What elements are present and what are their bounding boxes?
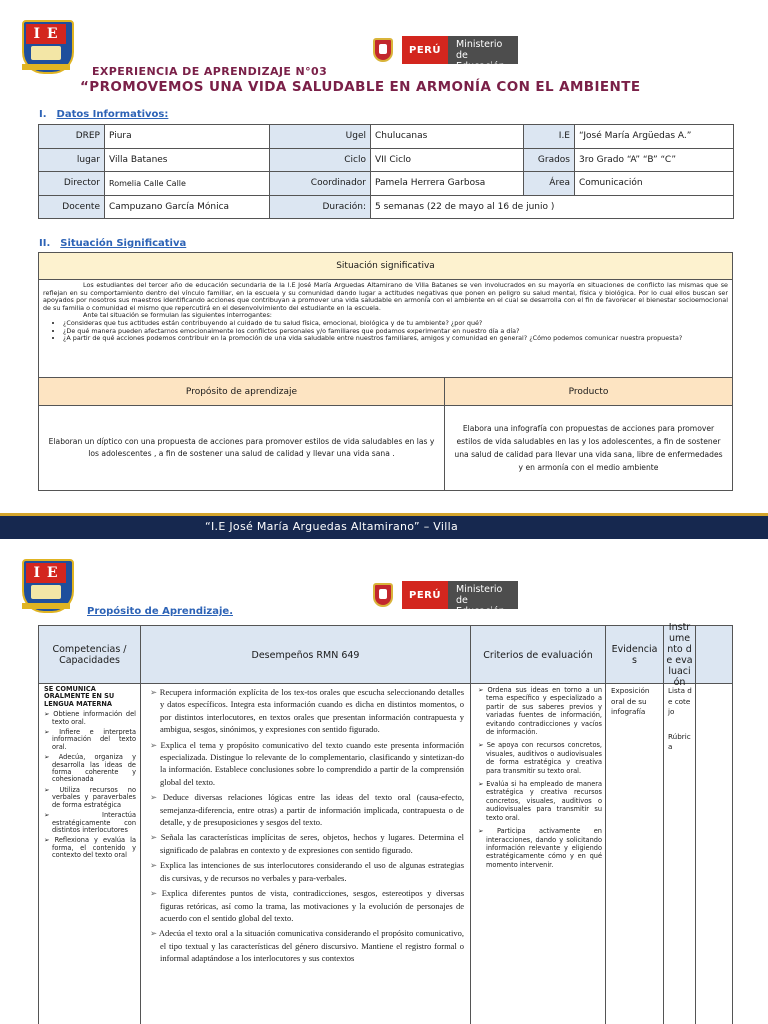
- coordinador-label: Coordinador: [270, 172, 371, 196]
- lugar-label: lugar: [39, 148, 105, 172]
- ministry-country: PERÚ: [402, 581, 448, 609]
- grados-label: Grados: [524, 148, 575, 172]
- proposito-aprendizaje-heading: Propósito de Aprendizaje.: [87, 606, 233, 617]
- datos-informativos-table: [38, 124, 734, 219]
- school-logo-letters: I E: [33, 26, 59, 42]
- situacion-header: Situación significativa: [39, 253, 732, 280]
- school-logo-letters: I E: [33, 565, 59, 581]
- lugar-value: Villa Batanes: [105, 148, 270, 172]
- footer-text: “I.E José María Arguedas Altamirano” – Villa: [205, 520, 458, 533]
- header-instrumento: Instrumento de evaluación: [664, 626, 696, 684]
- section-datos-heading: I. Datos Informativos:: [39, 109, 169, 120]
- ministry-name: Ministerio de Educación: [448, 581, 518, 609]
- document-page-1: [0, 0, 768, 506]
- proposito-producto-grid: [39, 377, 732, 490]
- school-logo: [22, 20, 74, 74]
- list-item: ➢ Evalúa si ha empleado de manera estratégica y creativa recursos concretos, visuales, auditivos o audiovisuales para transmitir su texto oral.: [478, 780, 602, 822]
- docente-value: Campuzano García Mónica: [105, 195, 270, 219]
- list-item: ➢ Señala las características implícitas de seres, objetos, hechos y lugares. Determina el significado de palabras en contexto y de expresiones con sentido figurado.: [150, 832, 464, 855]
- instrumento-lista: Lista de cotejo: [668, 686, 692, 717]
- situacion-body: [39, 280, 732, 377]
- competencias-cell: [41, 686, 139, 860]
- instrumento-cell: [665, 686, 695, 753]
- list-item: ➢ Utiliza recursos no verbales y paraverbales de forma estratégica: [44, 785, 137, 809]
- list-item: ➢ Recupera información explícita de los tex-tos orales que escucha seleccionando detalles y datos específicos. Integra esta información cuando es dicha en distintos momentos, o por distintos interlocutores, en textos orales que presentan información contrapuesta y ambigua, sesgos, sinónimos, y expresiones con sentido figurado.: [150, 687, 465, 735]
- list-item: ➢ Explica las intenciones de sus interlocutores considerando el uso de algunas estrategias dis cursivas, y de recursos no verbales y para-verbales.: [150, 860, 465, 883]
- director-label: Director: [39, 172, 105, 196]
- area-label: Área: [524, 172, 575, 196]
- list-item: ➢ Participa activamente en interacciones, dando y solicitando información relevante y eligiendo estratégicamente cómo y en qué momento intervenir.: [478, 827, 602, 869]
- school-logo: [22, 559, 74, 613]
- area-value: Comunicación: [575, 172, 734, 196]
- ministry-name: Ministerio de Educación: [448, 36, 518, 64]
- questions-list: [63, 320, 728, 343]
- ministry-logo: [370, 36, 518, 72]
- competencias-table: [38, 622, 733, 1024]
- list-item: ➢ Deduce diversas relaciones lógicas entre las ideas del texto oral (causa-efecto, semejanza-diferencia, entre otras) a partir de información implicada, contrapuesta o de detalle, y de presuposiciones y sesgos del texto.: [150, 792, 464, 828]
- situacion-paragraph: Los estudiantes del tercer año de educación secundaria de la I.E José María Arguedas Altamirano de Villa Batanes se ven involucrados en su mayoría en situaciones de conflicto las mismas que se reflejan en su comportamiento dentro del vínculo familiar, en la escuela y su comunidad dando lugar a actitudes negativas que ponen en peligro su salud mental, física y biológica. Por lo cual ellos buscan ser apoyados por nosotros sus maestros identificando acciones que contribuyan a promover una vida saludable en armonía con el ambiente en el cual se desarrolla con el fin de favorecer el bienestar socioemocional de su familia o comunidad el mismo que repercutirá en el desenvolvimiento del estudiante en la escuela.: [43, 281, 728, 312]
- proposito-header: Propósito de aprendizaje: [39, 378, 444, 406]
- docente-label: Docente: [39, 195, 105, 219]
- director-value: Romelia Calle Calle: [105, 172, 270, 196]
- ie-value: “José María Argüedas A.”: [575, 125, 734, 149]
- header-desempenos: Desempeños RMN 649: [141, 626, 471, 684]
- list-item: ➢ Obtiene información del texto oral.: [44, 710, 136, 726]
- header-evidencias: Evidencias: [606, 626, 664, 684]
- list-item: • ¿Consideras que tus actitudes están contribuyendo al cuidado de tu salud física, emocional, biológica y de tu ambiente? ¿por qué?: [63, 320, 728, 328]
- coordinador-value: Pamela Herrera Garbosa: [371, 172, 524, 196]
- document-page-2: [0, 545, 768, 1024]
- ministry-country: PERÚ: [402, 36, 448, 64]
- ciclo-label: Ciclo: [270, 148, 371, 172]
- duracion-label: Duración:: [270, 195, 371, 219]
- list-item: ➢ Explica diferentes puntos de vista, contradicciones, sesgos, estereotipos y diversas figuras retóricas, así como la trama, las motivaciones y la evolución de personajes de acuerdo con el sentido global del texto.: [150, 888, 465, 923]
- table-row: [39, 148, 734, 172]
- header-criterios: Criterios de evaluación: [471, 626, 606, 684]
- list-item: ➢ Interactúa estratégicamente con distintos interlocutores: [44, 811, 136, 834]
- section-situacion-heading: II. Situación Significativa: [39, 238, 187, 249]
- peru-crest-icon: [370, 36, 396, 64]
- experience-title: EXPERIENCIA DE APRENDIZAJE N°03: [92, 65, 328, 78]
- header-competencias: Competencias / Capacidades: [39, 626, 141, 684]
- duracion-value: 5 semanas (22 de mayo al 16 de junio ): [371, 195, 734, 219]
- list-item: • ¿A partir de qué acciones podemos contribuir en la promoción de una vida saludable entre nuestros familiares, amigos y comunidad en general? ¿Cómo podemos comunicar nuestra propuesta?: [63, 335, 728, 343]
- list-item: ➢ Adecúa, organiza y desarrolla las ideas de forma coherente y cohesionada: [44, 753, 136, 784]
- list-item: ➢ Adecúa el texto oral a la situación comunicativa considerando el propósito comunicativo, el tipo textual y las características del género discursivo. Mantiene el registro formal o informal adaptándose a los interlocutores y sus contextos: [150, 928, 465, 964]
- table-header-row: [39, 622, 732, 688]
- instrumento-rubrica: Rúbrica: [668, 731, 691, 752]
- table-row: [39, 195, 734, 219]
- experience-subtitle: “PROMOVEMOS UNA VIDA SALUDABLE EN ARMONÍA CON EL AMBIENTE: [80, 79, 641, 95]
- competencia-title: SE COMUNICA ORALMENTE EN SU LENGUA MATERNA: [44, 686, 115, 708]
- list-item: ➢ Infiere e interpreta información del texto oral.: [44, 728, 136, 751]
- grados-value: 3ro Grado “A” “B” “C”: [575, 148, 734, 172]
- proposito-text: Elaboran un díptico con una propuesta de acciones para promover estilos de vida saludables en las y los adolescentes , a fin de sostener una salud de calidad y llevar una vida sana .: [48, 437, 435, 458]
- drep-value: Piura: [105, 125, 270, 149]
- criterios-cell: [474, 686, 606, 874]
- ciclo-value: VII Ciclo: [371, 148, 524, 172]
- list-item: ➢ Reflexiona y evalúa la forma, el contenido y contexto del texto oral: [44, 836, 136, 860]
- desempenos-cell: [142, 686, 470, 968]
- producto-text: Elabora una infografía con propuestas de acciones para promover estilos de vida saludables en las y los adolescentes, a fin de sostener una salud de calidad para llevar una vida sana, libre de enfermedades y en armonía con el medio ambiente: [454, 424, 723, 472]
- table-row: [39, 172, 734, 196]
- table-row: [39, 125, 734, 149]
- drep-label: DREP: [39, 125, 105, 149]
- ugel-label: Ugel: [270, 125, 371, 149]
- page-footer-band: [0, 513, 768, 539]
- evidencia-cell: Exposición oral de su infografía: [611, 686, 650, 717]
- producto-header: Producto: [445, 378, 732, 406]
- situacion-significativa-box: [38, 252, 733, 491]
- list-item: • ¿De qué manera pueden afectarnos emocionalmente los conflictos personales y/o familiares que podamos experimentar en nuestro día a día?: [63, 328, 728, 336]
- ie-label: I.E: [524, 125, 575, 149]
- situacion-intro-questions: Ante tal situación se formulan las siguientes interrogantes:: [83, 311, 272, 320]
- peru-crest-icon: [370, 581, 396, 609]
- ugel-value: Chulucanas: [371, 125, 524, 149]
- list-item: ➢ Explica el tema y propósito comunicativo del texto cuando este presenta información especializada. Distingue lo relevante de lo complementario, clasificando y sintetizan-do la información. Establece conclusiones sobre lo comprendido a partir de la comprensión global del texto.: [150, 739, 464, 787]
- list-item: ➢ Ordena sus ideas en torno a un tema específico y especializado a partir de sus saberes previos y variadas fuentes de información, evitando contradicciones y vacíos de información.: [478, 686, 603, 737]
- ministry-logo: [370, 581, 518, 617]
- list-item: ➢ Se apoya con recursos concretos, visuales, auditivos o audiovisuales de forma estratégica y creativa para transmitir su texto oral.: [478, 741, 603, 775]
